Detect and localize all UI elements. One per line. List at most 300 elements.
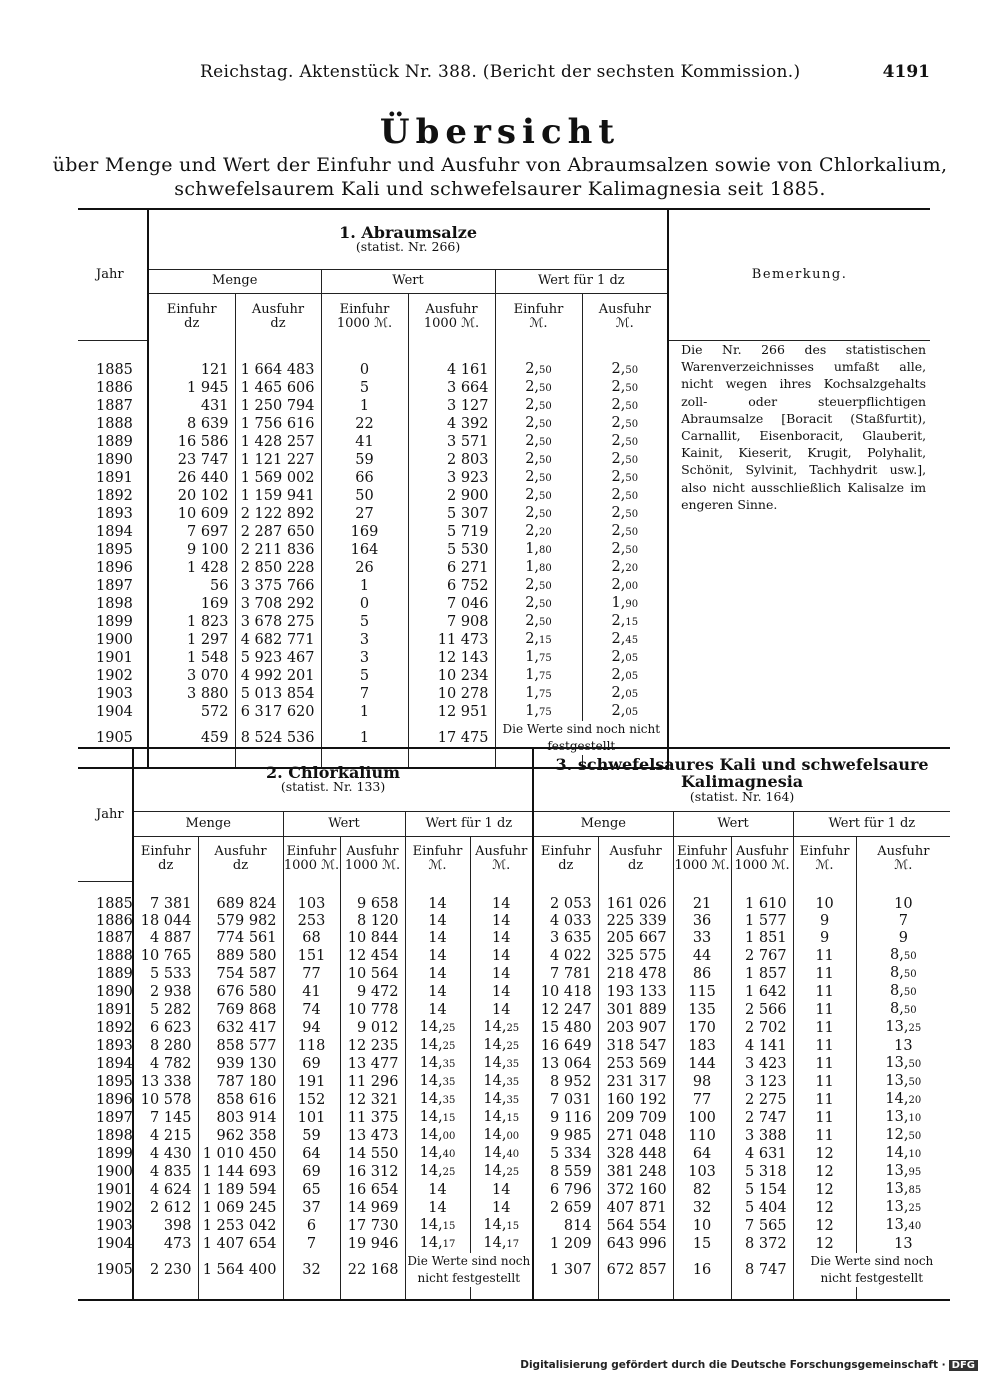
year-cell: 1897: [96, 577, 133, 594]
year-cell: 1885: [96, 361, 133, 378]
table-cell: 13,25: [856, 1199, 950, 1217]
table-cell: 1 610: [731, 896, 793, 913]
table-cell: 2,15: [582, 613, 668, 631]
table-cell: 14,25: [405, 1019, 470, 1037]
subtitle-line-2: schwefelsaurem Kali und schwefelsaurer Kalimagnesia seit 1885.: [174, 178, 826, 200]
table-cell: 10 418: [533, 983, 598, 1001]
table-cell: 7 697: [148, 523, 235, 541]
table-cell: 3 678 275: [235, 613, 321, 631]
table-cell: 7: [321, 685, 408, 703]
year-cell: 1893: [96, 505, 133, 522]
table-cell: 2,50: [582, 523, 668, 541]
table-cell: 5 530: [408, 541, 495, 559]
table-cell: 579 982: [198, 913, 283, 930]
table-cell: 13: [856, 1037, 950, 1055]
table-cell: 14: [470, 983, 533, 1001]
table-cell: 33: [673, 930, 731, 947]
table-cell: 44: [673, 947, 731, 965]
table-cell: 135: [673, 1001, 731, 1019]
table-cell: 14: [470, 930, 533, 947]
table-chlorkalium-schwefelsaures-kali: [78, 747, 950, 1301]
table-cell: 7: [283, 1235, 340, 1253]
table-cell: 2 850 228: [235, 559, 321, 577]
table-cell: 253: [283, 913, 340, 930]
table-cell: 2 900: [408, 487, 495, 505]
table-cell: 11 375: [340, 1109, 405, 1127]
year-cell: 1903: [96, 685, 133, 702]
table-cell: 12 235: [340, 1037, 405, 1055]
table-cell: 14,00: [470, 1127, 533, 1145]
col-header: Einfuhr ℳ.: [495, 293, 582, 340]
year-cell: 1887: [96, 930, 133, 947]
year-cell: 1886: [96, 379, 133, 396]
table-cell: 0: [321, 595, 408, 613]
table-row: [78, 896, 950, 913]
table-cell: 2,50: [495, 487, 582, 505]
table-cell: 1 189 594: [198, 1181, 283, 1199]
group-stat-number: (statist. Nr. 164): [689, 789, 795, 805]
group-stat-number: (statist. Nr. 133): [280, 779, 386, 795]
table-cell: 632 417: [198, 1019, 283, 1037]
table-cell: 10 844: [340, 930, 405, 947]
table-row: [78, 1181, 950, 1199]
table-cell: 11: [793, 983, 856, 1001]
table-cell: 328 448: [598, 1145, 673, 1163]
table-row: [78, 947, 950, 965]
table-cell: 1 642: [731, 983, 793, 1001]
table-cell: 59: [321, 451, 408, 469]
table-cell: 1 159 941: [235, 487, 321, 505]
col-header: Ausfuhr dz: [598, 837, 673, 882]
table-cell: 7 145: [133, 1109, 198, 1127]
year-cell: 1902: [96, 1199, 133, 1216]
table-cell: 2,50: [495, 577, 582, 595]
table-cell: 11: [793, 1001, 856, 1019]
table-cell: 164: [321, 541, 408, 559]
table-cell: 1 069 245: [198, 1199, 283, 1217]
note-values-pending: Die Werte sind noch nicht festgestellt: [405, 1253, 533, 1287]
table-cell: 2,50: [495, 379, 582, 397]
table-cell: 4 430: [133, 1145, 198, 1163]
table-cell: 5: [321, 667, 408, 685]
table-cell: 1 010 450: [198, 1145, 283, 1163]
table-cell: 1 756 616: [235, 415, 321, 433]
table-cell: 3 880: [148, 685, 235, 703]
year-cell: 1891: [96, 469, 133, 486]
table-cell: 13 064: [533, 1055, 598, 1073]
table-cell: 64: [673, 1145, 731, 1163]
table-row: [78, 1235, 950, 1253]
table-cell: 2,50: [495, 469, 582, 487]
remark-header: Bemerkung.: [668, 209, 930, 341]
running-head-text: Reichstag. Aktenstück Nr. 388. (Bericht der sechsten Kommission.): [200, 62, 801, 82]
table-cell: 2,50: [495, 451, 582, 469]
table-cell: 23 747: [148, 451, 235, 469]
table-cell: 814: [533, 1217, 598, 1235]
table-cell: 3 664: [408, 379, 495, 397]
table-cell: 12 321: [340, 1091, 405, 1109]
group-title: 3. schwefelsaures Kali und schwefelsaure Kalimagnesia: [555, 755, 929, 792]
table-cell: 14,35: [405, 1055, 470, 1073]
table-cell: 203 907: [598, 1019, 673, 1037]
table-cell: 2,20: [495, 523, 582, 541]
table-cell: 14,10: [856, 1145, 950, 1163]
table-cell: 4 782: [133, 1055, 198, 1073]
table-cell: 1 823: [148, 613, 235, 631]
table-cell: 13 477: [340, 1055, 405, 1073]
table-cell: 22 168: [340, 1253, 405, 1287]
table-cell: 2,50: [582, 505, 668, 523]
table-cell: 5 533: [133, 965, 198, 983]
table-cell: 2,50: [582, 415, 668, 433]
table-cell: 8 280: [133, 1037, 198, 1055]
table-cell: 14,40: [470, 1145, 533, 1163]
table-cell: 11: [793, 965, 856, 983]
table-cell: 7 908: [408, 613, 495, 631]
wert-dz-header: Wert für 1 dz: [793, 812, 950, 837]
table-cell: 16 654: [340, 1181, 405, 1199]
table-cell: 889 580: [198, 947, 283, 965]
year-cell: 1885: [96, 896, 133, 913]
table-cell: 2,05: [582, 649, 668, 667]
year-cell: 1886: [96, 913, 133, 930]
table-cell: 12: [793, 1163, 856, 1181]
page-title: Übersicht: [379, 112, 621, 152]
table-cell: 14,35: [405, 1073, 470, 1091]
table-cell: 6 752: [408, 577, 495, 595]
table-cell: 271 048: [598, 1127, 673, 1145]
col-header: Ausfuhr ℳ.: [856, 837, 950, 882]
year-cell: 1905: [96, 729, 133, 746]
table-cell: 1 857: [731, 965, 793, 983]
table-cell: 103: [673, 1163, 731, 1181]
table-cell: 10: [856, 896, 950, 913]
table-cell: 218 478: [598, 965, 673, 983]
wert-header: Wert: [673, 812, 793, 837]
table-cell: 2 053: [533, 896, 598, 913]
table-cell: 572: [148, 703, 235, 721]
table-cell: 64: [283, 1145, 340, 1163]
table-row: [78, 930, 950, 947]
table-cell: 4 682 771: [235, 631, 321, 649]
remark-text: Die Nr. 266 des statistischen Warenverzeichnisses umfaßt alle, nicht wegen ihres Kochsalzgehalts zoll- oder steuerpflichtigen Abraumsalze [Boracit (Staßfurtit), Carnallit, Eisenboracit, Glauberit, Kainit, Kieserit, Krugit, Polyhalit, Schönit, Sylvinit, Tachhydrit usw.], also nicht ausschließlich Kalisalze im engeren Sinne.: [668, 341, 930, 769]
table-cell: 11: [793, 1073, 856, 1091]
wert-dz-header: Wert für 1 dz: [405, 812, 533, 837]
table-cell: 1,75: [495, 703, 582, 721]
table-cell: 11: [793, 947, 856, 965]
table-cell: 301 889: [598, 1001, 673, 1019]
menge-header: Menge: [133, 812, 283, 837]
table-row: [78, 1019, 950, 1037]
table-cell: 4 392: [408, 415, 495, 433]
footer-text: Digitalisierung gefördert durch die Deutsche Forschungsgemeinschaft ·: [520, 1359, 946, 1371]
table-cell: 14: [470, 1199, 533, 1217]
table-cell: 14,35: [405, 1091, 470, 1109]
table-cell: 77: [283, 965, 340, 983]
table-cell: 14: [470, 913, 533, 930]
table-cell: 225 339: [598, 913, 673, 930]
year-cell: 1896: [96, 559, 133, 576]
table-cell: 59: [283, 1127, 340, 1145]
table-cell: 205 667: [598, 930, 673, 947]
table-cell: 7 046: [408, 595, 495, 613]
table-cell: 14: [470, 1001, 533, 1019]
table-cell: 1 851: [731, 930, 793, 947]
table-cell: 2,15: [495, 631, 582, 649]
table-cell: 14,00: [405, 1127, 470, 1145]
table-cell: 2,50: [495, 397, 582, 415]
table-cell: 1: [321, 577, 408, 595]
table-cell: 1 465 606: [235, 379, 321, 397]
table-cell: 13,95: [856, 1163, 950, 1181]
table-cell: 9: [793, 913, 856, 930]
table-cell: 7 031: [533, 1091, 598, 1109]
table-cell: 5 318: [731, 1163, 793, 1181]
table-cell: 3 375 766: [235, 577, 321, 595]
table-cell: 14,15: [405, 1217, 470, 1235]
table-cell: 1,80: [495, 541, 582, 559]
table-cell: 14,40: [405, 1145, 470, 1163]
table-cell: 12: [793, 1145, 856, 1163]
table-cell: 2,50: [582, 433, 668, 451]
note-values-pending: Die Werte sind noch nicht festgestellt: [495, 721, 668, 755]
table-cell: 14: [470, 1181, 533, 1199]
table-cell: 9 116: [533, 1109, 598, 1127]
table-cell: 5 154: [731, 1181, 793, 1199]
table-cell: 12: [793, 1235, 856, 1253]
table-cell: 754 587: [198, 965, 283, 983]
table-cell: 14: [470, 896, 533, 913]
table-cell: 2,45: [582, 631, 668, 649]
col-header: Ausfuhr dz: [235, 293, 321, 340]
year-cell: 1904: [96, 1235, 133, 1252]
table-cell: 26 440: [148, 469, 235, 487]
table-cell: 318 547: [598, 1037, 673, 1055]
table-cell: 11: [793, 1127, 856, 1145]
year-cell: 1903: [96, 1217, 133, 1234]
table-cell: 325 575: [598, 947, 673, 965]
group-stat-number: (statist. Nr. 266): [355, 238, 461, 254]
table-cell: 14: [405, 913, 470, 930]
table-cell: 11: [793, 1055, 856, 1073]
table-cell: 32: [283, 1253, 340, 1287]
group-header-schwefelsaures-kali: [533, 748, 950, 812]
table-cell: 5 334: [533, 1145, 598, 1163]
table-row: [78, 1109, 950, 1127]
table-cell: 82: [673, 1181, 731, 1199]
table-cell: 1: [321, 397, 408, 415]
table-cell: 65: [283, 1181, 340, 1199]
table-cell: 183: [673, 1037, 731, 1055]
table-cell: 100: [673, 1109, 731, 1127]
table-cell: 1 664 483: [235, 361, 321, 379]
table-cell: 1 407 654: [198, 1235, 283, 1253]
table-cell: 118: [283, 1037, 340, 1055]
table-cell: 2 747: [731, 1109, 793, 1127]
table-cell: 12,50: [856, 1127, 950, 1145]
table2-body: [78, 882, 950, 1301]
year-header: Jahr: [78, 748, 133, 882]
wert-header: Wert: [283, 812, 405, 837]
table-cell: 2 566: [731, 1001, 793, 1019]
table-cell: 66: [321, 469, 408, 487]
table-cell: 14: [405, 983, 470, 1001]
table-cell: 19 946: [340, 1235, 405, 1253]
table-cell: 2,00: [582, 577, 668, 595]
table-cell: 14,25: [470, 1019, 533, 1037]
table-cell: 2 122 892: [235, 505, 321, 523]
table-cell: 6: [283, 1217, 340, 1235]
year-cell: 1896: [96, 1091, 133, 1108]
table-cell: 1 253 042: [198, 1217, 283, 1235]
col-header: Ausfuhr ℳ.: [470, 837, 533, 882]
table-cell: 1,75: [495, 649, 582, 667]
table-cell: 151: [283, 947, 340, 965]
table-cell: 2 275: [731, 1091, 793, 1109]
table-cell: 74: [283, 1001, 340, 1019]
year-cell: 1889: [96, 433, 133, 450]
year-cell: 1890: [96, 983, 133, 1000]
table-cell: 13,85: [856, 1181, 950, 1199]
table-cell: 9 472: [340, 983, 405, 1001]
table-cell: 1 297: [148, 631, 235, 649]
table-cell: 2 767: [731, 947, 793, 965]
table-cell: 2,50: [582, 487, 668, 505]
footer-credit: [520, 1359, 978, 1371]
year-cell: 1898: [96, 1127, 133, 1144]
table-cell: 5 307: [408, 505, 495, 523]
table-row: [78, 1037, 950, 1055]
table-row: [78, 1145, 950, 1163]
table-cell: 11: [793, 1019, 856, 1037]
table-cell: 10 564: [340, 965, 405, 983]
col-header: Einfuhr 1000 ℳ.: [283, 837, 340, 882]
table-cell: 2 938: [133, 983, 198, 1001]
table-cell: 11: [793, 1109, 856, 1127]
table-cell: 7 381: [133, 896, 198, 913]
table-cell: 2,50: [495, 433, 582, 451]
running-head: [200, 62, 930, 86]
table-cell: 7: [856, 913, 950, 930]
table-cell: 16 312: [340, 1163, 405, 1181]
table-row: [78, 1055, 950, 1073]
table-cell: 6 317 620: [235, 703, 321, 721]
table-cell: 5 923 467: [235, 649, 321, 667]
table-cell: 13,40: [856, 1217, 950, 1235]
table-cell: 473: [133, 1235, 198, 1253]
table-cell: 962 358: [198, 1127, 283, 1145]
table-cell: 398: [133, 1217, 198, 1235]
col-header: Einfuhr ℳ.: [405, 837, 470, 882]
group-title: 1. Abraumsalze: [339, 222, 478, 242]
table-cell: 121: [148, 361, 235, 379]
table-cell: 4 992 201: [235, 667, 321, 685]
year-cell: 1887: [96, 397, 133, 414]
year-cell: 1901: [96, 649, 133, 666]
year-cell: 1905: [96, 1261, 133, 1278]
col-header: Ausfuhr ℳ.: [582, 293, 668, 340]
table-row: [78, 913, 950, 930]
table-cell: 101: [283, 1109, 340, 1127]
table-cell: 2 702: [731, 1019, 793, 1037]
table-cell: 3 070: [148, 667, 235, 685]
table-row: [78, 1253, 950, 1287]
table-cell: 2 803: [408, 451, 495, 469]
table-cell: 2,50: [582, 451, 668, 469]
table-cell: 6 623: [133, 1019, 198, 1037]
table-cell: 14: [405, 947, 470, 965]
table-cell: 14,25: [405, 1037, 470, 1055]
table-cell: 10 609: [148, 505, 235, 523]
table-cell: 68: [283, 930, 340, 947]
table-cell: 8 952: [533, 1073, 598, 1091]
table-cell: 5 013 854: [235, 685, 321, 703]
table-cell: 3 388: [731, 1127, 793, 1145]
table-cell: 193 133: [598, 983, 673, 1001]
table-cell: 14: [405, 1181, 470, 1199]
table-cell: 2,05: [582, 667, 668, 685]
table-cell: 10: [673, 1217, 731, 1235]
table-cell: 2 287 650: [235, 523, 321, 541]
table-cell: 4 624: [133, 1181, 198, 1199]
table-cell: 14: [405, 1001, 470, 1019]
year-cell: 1892: [96, 1019, 133, 1036]
table-cell: 2,50: [495, 595, 582, 613]
table-row: [78, 965, 950, 983]
table-cell: 12: [793, 1181, 856, 1199]
year-cell: 1894: [96, 523, 133, 540]
table-cell: 431: [148, 397, 235, 415]
year-cell: 1894: [96, 1055, 133, 1072]
col-header: Einfuhr dz: [533, 837, 598, 882]
table-cell: 4 022: [533, 947, 598, 965]
menge-header: Menge: [533, 812, 673, 837]
table-cell: 50: [321, 487, 408, 505]
table-cell: 14: [405, 896, 470, 913]
table-cell: 803 914: [198, 1109, 283, 1127]
table-cell: 41: [283, 983, 340, 1001]
table-cell: 169: [321, 523, 408, 541]
table-cell: 5: [321, 379, 408, 397]
table-cell: 13,50: [856, 1073, 950, 1091]
table-cell: 672 857: [598, 1253, 673, 1287]
group-title: 2. Chlorkalium: [266, 763, 401, 783]
table-cell: 3 708 292: [235, 595, 321, 613]
year-cell: 1899: [96, 1145, 133, 1162]
table-cell: 769 868: [198, 1001, 283, 1019]
page-number: 4191: [882, 62, 930, 82]
table-cell: 13 338: [133, 1073, 198, 1091]
table-cell: 3 571: [408, 433, 495, 451]
table-cell: 14,25: [405, 1163, 470, 1181]
table-cell: 5 282: [133, 1001, 198, 1019]
table-cell: 12 454: [340, 947, 405, 965]
year-cell: 1901: [96, 1181, 133, 1198]
year-cell: 1888: [96, 415, 133, 432]
table-cell: 2,50: [582, 361, 668, 379]
table-cell: 115: [673, 983, 731, 1001]
table-cell: 2,50: [582, 541, 668, 559]
table-cell: 0: [321, 361, 408, 379]
table-cell: 69: [283, 1163, 340, 1181]
table-cell: 4 887: [133, 930, 198, 947]
table-cell: 381 248: [598, 1163, 673, 1181]
table-cell: 8,50: [856, 965, 950, 983]
table-cell: 372 160: [598, 1181, 673, 1199]
table-cell: 98: [673, 1073, 731, 1091]
col-header: Einfuhr ℳ.: [793, 837, 856, 882]
table-cell: 1: [321, 721, 408, 755]
